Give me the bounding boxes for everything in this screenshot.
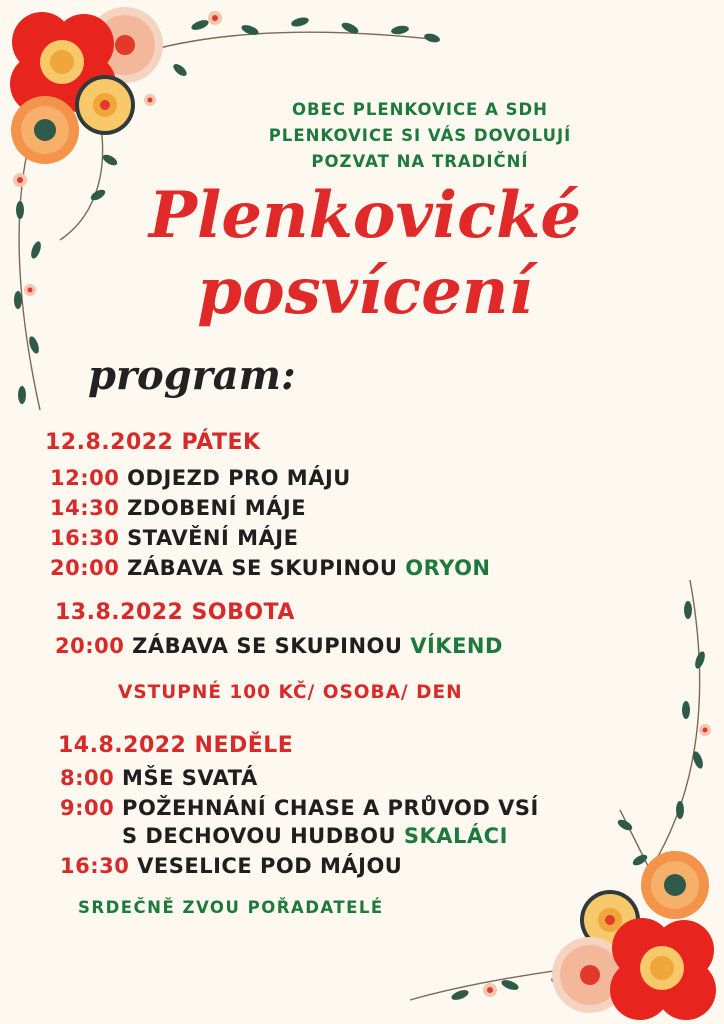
- day-heading-saturday: 13.8.2022 SOBOTA: [55, 600, 295, 625]
- event-time: 9:00: [60, 796, 115, 820]
- event-text: VESELICE POD MÁJOU: [137, 854, 403, 878]
- event-text: ZÁBAVA SE SKUPINOU: [127, 556, 398, 580]
- intro-line-2: PLENKOVICE SI VÁS DOVOLUJÍ: [268, 126, 572, 145]
- event-text: STAVĚNÍ MÁJE: [127, 526, 299, 550]
- schedule-row: [55, 634, 503, 658]
- event-time: 16:30: [60, 854, 130, 878]
- schedule-row: [50, 466, 351, 490]
- event-text: MŠE SVATÁ: [122, 766, 258, 790]
- band-name: VÍKEND: [410, 634, 503, 658]
- schedule-row-continuation: [122, 824, 508, 848]
- day-heading-sunday: 14.8.2022 NEDĚLE: [58, 733, 294, 758]
- schedule-row: [60, 766, 258, 790]
- event-text: S DECHOVOU HUDBOU: [122, 824, 397, 848]
- event-title-line-2: posvícení: [197, 254, 533, 329]
- event-text: ODJEZD PRO MÁJU: [127, 466, 351, 490]
- schedule-row: [50, 556, 491, 580]
- closing-note: SRDEČNĚ ZVOU POŘADATELÉ: [78, 898, 384, 917]
- entry-fee: VSTUPNÉ 100 KČ/ OSOBA/ DEN: [118, 682, 463, 703]
- event-title-line-1: Plenkovické: [148, 178, 582, 253]
- schedule-row: [60, 854, 402, 878]
- intro-line-3: POZVAT NA TRADIČNÍ: [311, 152, 529, 171]
- day-heading-friday: 12.8.2022 PÁTEK: [45, 430, 261, 455]
- event-time: 20:00: [50, 556, 120, 580]
- intro-text: [215, 97, 625, 175]
- band-name: SKALÁCI: [403, 824, 508, 848]
- event-text: ZDOBENÍ MÁJE: [127, 496, 307, 520]
- schedule-row: [50, 526, 298, 550]
- intro-line-1: OBEC PLENKOVICE A SDH: [292, 100, 548, 119]
- event-title: [100, 178, 630, 330]
- event-time: 8:00: [60, 766, 115, 790]
- event-text: POŽEHNÁNÍ CHASE A PRŮVOD VSÍ: [122, 796, 539, 820]
- schedule-row: [50, 496, 306, 520]
- event-time: 20:00: [55, 634, 125, 658]
- event-time: 16:30: [50, 526, 120, 550]
- event-time: 14:30: [50, 496, 120, 520]
- event-text: ZÁBAVA SE SKUPINOU: [132, 634, 403, 658]
- schedule-row: [60, 796, 539, 820]
- event-time: 12:00: [50, 466, 120, 490]
- program-heading: program:: [88, 352, 296, 399]
- band-name: ORYON: [405, 556, 491, 580]
